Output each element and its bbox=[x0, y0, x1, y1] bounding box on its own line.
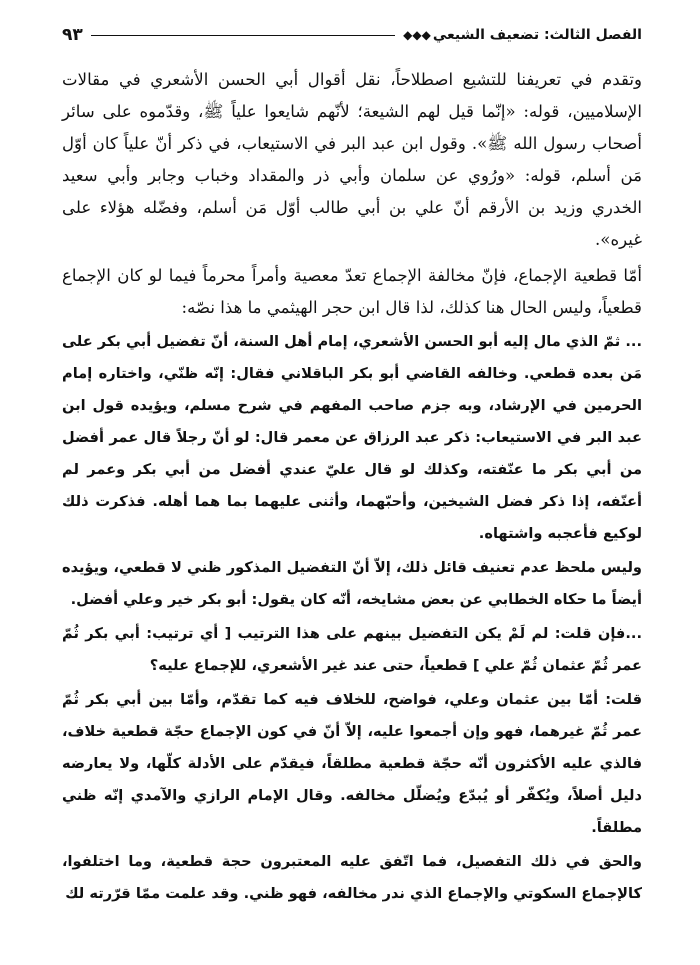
quote-paragraph: ...فإن قلت: لم لَمْ يكن التفضيل بينهم على هذا الترتيب [ أي ترتيب: أبي بكر ثُمّ عمر ثُمّ عثمان ثُمّ علي ] قطعياً، حتى عند غير الأشعري، للإجماع عليه؟ bbox=[62, 625, 642, 674]
diamond-ornament-icon: ◆◆◆ bbox=[403, 28, 431, 42]
book-page bbox=[62, 22, 642, 910]
page-number: ٩٣ bbox=[62, 25, 83, 45]
quote-paragraph: وليس ملحظ عدم تعنيف قائل ذلك، إلاّ أنّ التفضيل المذكور ظني لا قطعي، ويؤيده أيضاً ما حكاه الخطابي عن بعض مشايخه، أنّه كان يقول: أبو بكر خير وعلي أفضل. bbox=[62, 559, 642, 608]
body-paragraph: وتقدم في تعريفنا للتشيع اصطلاحاً، نقل أقوال أبي الحسن الأشعري في مقالات الإسلاميين، قوله: «إنّما قيل لهم الشيعة؛ لأنّهم شايعوا علياً ﷺ، وقدّموه على سائر أصحاب رسول الله ﷺ». وقول ابن عبد البر في الاستيعاب، في ذكر أنّ علياً كان أوّل مَن أسلم، قوله: «ورُوي عن سلمان وأبي ذر والمقداد وخباب وجابر وأبي سعيد الخدري وزيد بن الأرقم أنّ علي بن أبي طالب أوّل مَن أسلم، وفضّله هؤلاء على غيره». bbox=[62, 70, 642, 249]
quote-paragraph: قلت: أمّا بين عثمان وعلي، فواضح، للخلاف فيه كما تقدّم، وأمّا بين أبي بكر ثُمّ عمر ثُمّ غيرهما، فهو وإن أجمعوا عليه، إلاّ أنّ في كون الإجماع حجّة قطعية خلاف، فالذي عليه الأكثرون أنّه حجّة قطعية مطلقاً، فيقدّم على الأدلة كلّها، ولا يعارضه دليل أصلاً، ويُكفّر أو يُبدّع ويُضلّل مخالفه. وقال الإمام الرازي والآمدي إنّه ظني مطلقاً. bbox=[62, 691, 642, 836]
running-title: الفصل الثالث: تضعيف الشيعي bbox=[432, 27, 642, 43]
header-rule bbox=[91, 35, 395, 36]
quote-paragraph: والحق في ذلك التفصيل، فما اتّفق عليه المعتبرون حجة قطعية، وما اختلفوا، كالإجماع السكوتي والإجماع الذي ندر مخالفه، فهو ظني. وقد علمت ممّا قرّرته لك bbox=[62, 853, 642, 902]
quote-paragraph: ... ثمّ الذي مال إليه أبو الحسن الأشعري، إمام أهل السنة، أنّ تفضيل أبي بكر على مَن بعده قطعي. وخالفه القاضي أبو بكر الباقلاني فقال: إنّه ظنّي، واختاره إمام الحرمين في الإرشاد، وبه جزم صاحب المفهم في شرح مسلم، ويؤيده قول ابن عبد البر في الاستيعاب: ذكر عبد الرزاق عن معمر قال: لو أنّ رجلاً قال عمر أفضل من أبي بكر ما عنّفته، وكذلك لو قال عليّ عندي أفضل من أبي بكر وعمر لم أعنّفه، إذا ذكر فضل الشيخين، وأحبّهما، وأثنى عليهما بما هما أهله. فذكرت ذلك لوكيع فأعجبه واشتهاه. bbox=[62, 333, 642, 542]
body-paragraph: أمّا قطعية الإجماع، فإنّ مخالفة الإجماع تعدّ معصية وأمراً محرماً فيما لو كان الإجماع قطعياً، وليس الحال هنا كذلك، لذا قال ابن حجر الهيثمي ما هذا نصّه: bbox=[62, 266, 642, 317]
page-header bbox=[62, 22, 642, 48]
